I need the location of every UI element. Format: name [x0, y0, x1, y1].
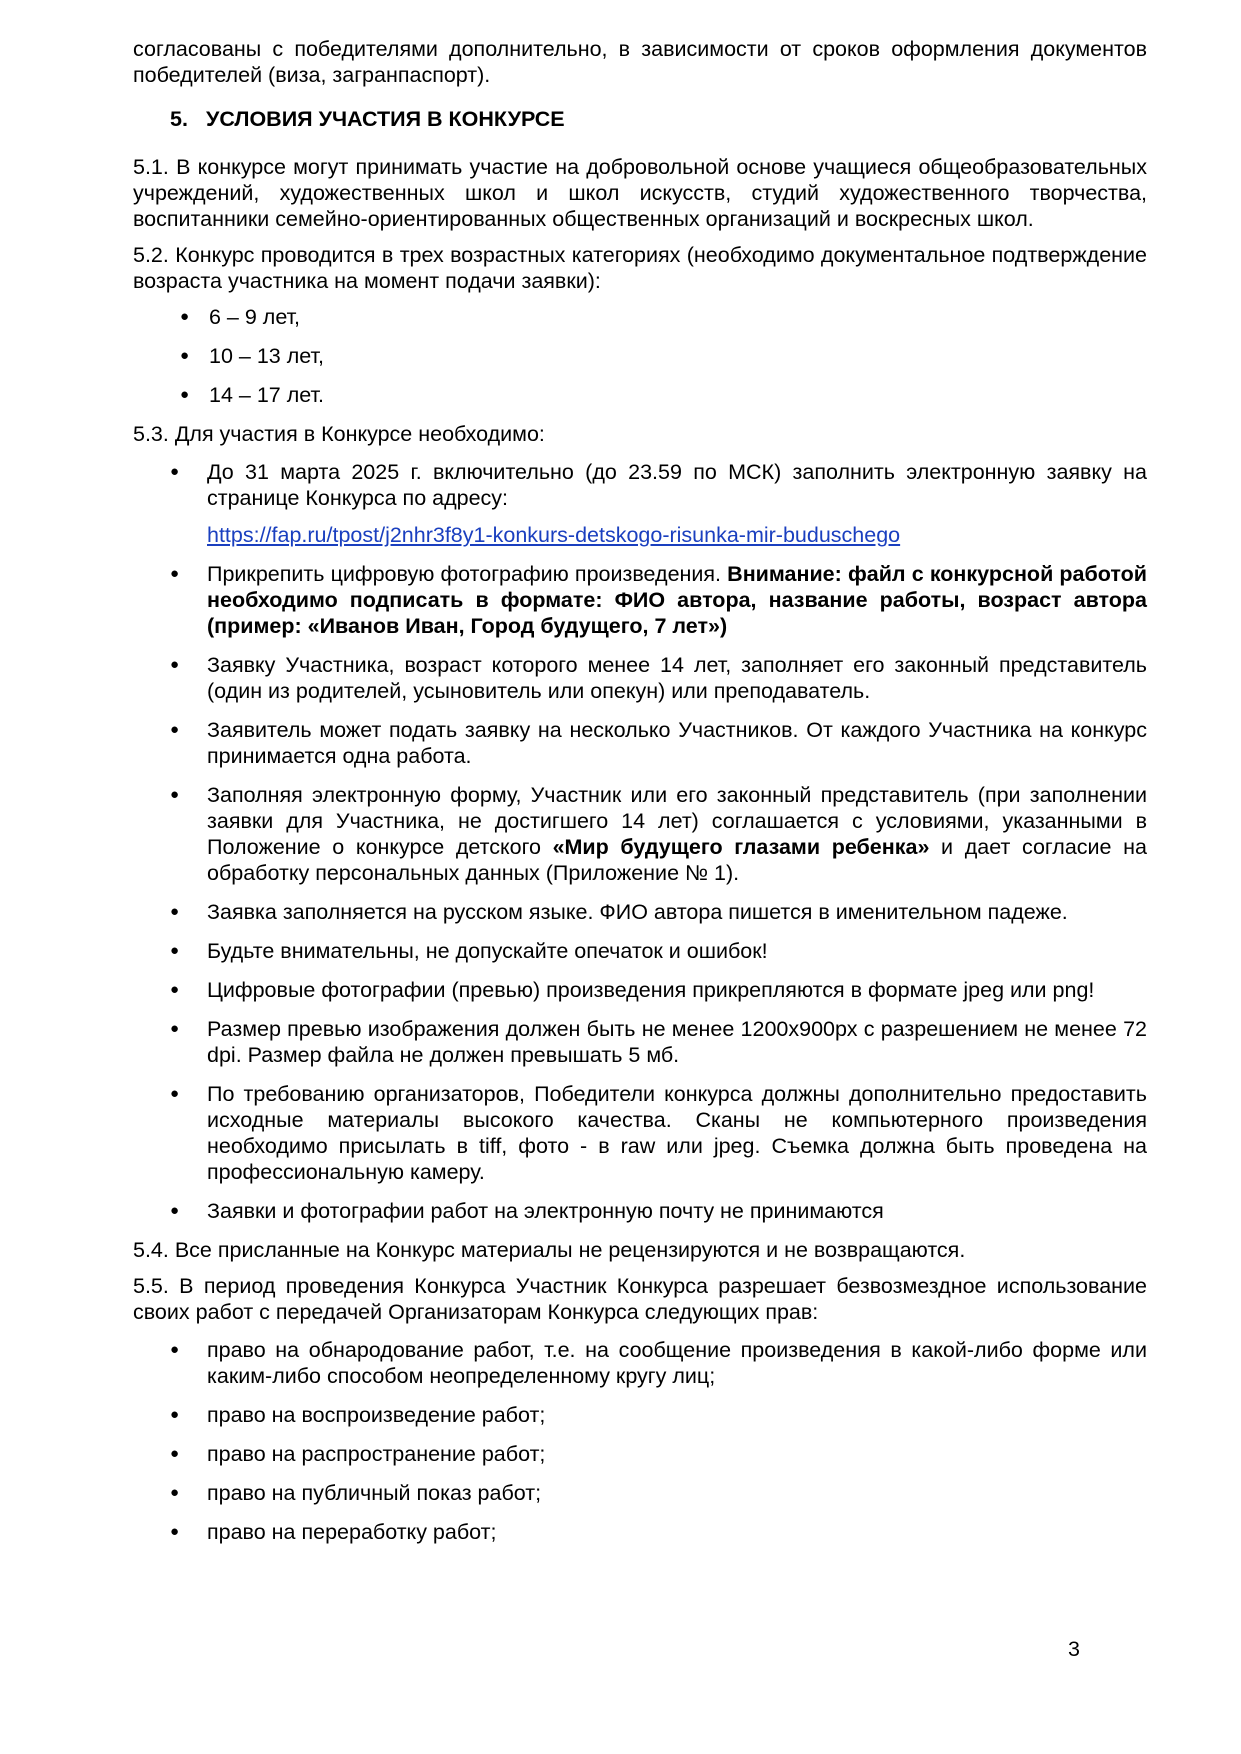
rights-list — [133, 1337, 1147, 1545]
list-item: ● 10 – 13 лет, — [133, 343, 1147, 369]
list-item: ● По требованию организаторов, Победители конкурса должны дополнительно предоставить исходные материалы высокого качества. Сканы не компьютерного произведения необходимо присылать в tiff, фото - в raw или jpeg. Съемка должна быть проведена на профессиональную камеру. — [133, 1081, 1147, 1185]
step-warning: Внимание: файл с конкурсной работой необходимо подписать в формате: ФИО автора, название работы, возраст автора (пример: «Иванов Иван, Город будущего, 7 лет») — [207, 562, 1147, 638]
paragraph-5-3: 5.3. Для участия в Конкурсе необходимо: — [133, 422, 545, 446]
paragraph-5-2: 5.2. Конкурс проводится в трех возрастных категориях (необходимо документальное подтверждение возраста участника на момент подачи заявки): — [133, 243, 1147, 293]
document-page — [133, 36, 1147, 1558]
paragraph-5-4: 5.4. Все присланные на Конкурс материалы не рецензируются и не возвращаются. — [133, 1238, 966, 1262]
page-number: 3 — [1068, 1637, 1080, 1661]
list-item: ● Цифровые фотографии (превью) произведения прикрепляются в формате jpeg или png! — [133, 977, 1147, 1003]
list-item: ● Заявка заполняется на русском языке. ФИО автора пишется в именительном падеже. — [133, 899, 1147, 925]
contest-link[interactable]: https://fap.ru/tpost/j2nhr3f8y1-konkurs-detskogo-risunka-mir-buduschego — [207, 523, 901, 547]
list-item: ● право на распространение работ; — [133, 1441, 1147, 1467]
step-text: и дает согласие на обработку персональных данных (Приложение № 1). — [207, 835, 1147, 885]
contest-name: «Мир будущего глазами ребенка» — [552, 835, 930, 859]
list-item: ● 6 – 9 лет, — [133, 304, 1147, 330]
intro-paragraph: согласованы с победителями дополнительно, в зависимости от сроков оформления документов победителей (виза, загранпаспорт). — [133, 37, 1147, 87]
participation-steps-list — [133, 459, 1147, 511]
list-item: ● Заявку Участника, возраст которого менее 14 лет, заполняет его законный представитель (один из родителей, усыновитель или опекун) или преподаватель. — [133, 652, 1147, 704]
list-item: ● Будьте внимательны, не допускайте опечаток и ошибок! — [133, 938, 1147, 964]
list-item: ● право на обнародование работ, т.е. на сообщение произведения в какой-либо форме или каким-либо способом неопределенному кругу лиц; — [133, 1337, 1147, 1389]
list-item: ● Размер превью изображения должен быть не менее 1200х900рх с разрешением не менее 72 dpi. Размер файла не должен превышать 5 мб. — [133, 1016, 1147, 1068]
list-item: ● Заявитель может подать заявку на несколько Участников. От каждого Участника на конкурс принимается одна работа. — [133, 717, 1147, 769]
list-item: ● право на переработку работ; — [133, 1519, 1147, 1545]
list-item: ● Заявки и фотографии работ на электронную почту не принимаются — [133, 1198, 1147, 1224]
list-item — [133, 782, 1147, 886]
list-item — [133, 561, 1147, 639]
list-item: ● До 31 марта 2025 г. включительно (до 23.59 по МСК) заполнить электронную заявку на странице Конкурса по адресу: — [133, 459, 1147, 511]
section-heading — [170, 106, 1147, 132]
section-number: 5. — [170, 107, 188, 131]
contest-link-line — [133, 522, 1147, 548]
list-item: ● право на публичный показ работ; — [133, 1480, 1147, 1506]
age-categories-list — [133, 304, 1147, 408]
step-text: Прикрепить цифровую фотографию произведения. — [207, 562, 728, 586]
section-title: УСЛОВИЯ УЧАСТИЯ В КОНКУРСЕ — [206, 107, 565, 131]
list-item: ● право на воспроизведение работ; — [133, 1402, 1147, 1428]
step-text: Заполняя электронную форму, Участник или его законный представитель (при заполнении заявки для Участника, не достигшего 14 лет) соглашается с условиями, указанными в Положение о конкурсе детского — [207, 783, 1147, 859]
paragraph-5-5: 5.5. В период проведения Конкурса Участник Конкурса разрешает безвозмездное использование своих работ с передачей Организаторам Конкурса следующих прав: — [133, 1274, 1147, 1324]
list-item: ● 14 – 17 лет. — [133, 382, 1147, 408]
paragraph-5-1: 5.1. В конкурсе могут принимать участие на добровольной основе учащиеся общеобразовательных учреждений, художественных школ и школ искусств, студий художественного творчества, воспитанники семейно-ориентированных общественных организаций и воскресных школ. — [133, 155, 1147, 231]
participation-steps-list-cont — [133, 561, 1147, 1224]
